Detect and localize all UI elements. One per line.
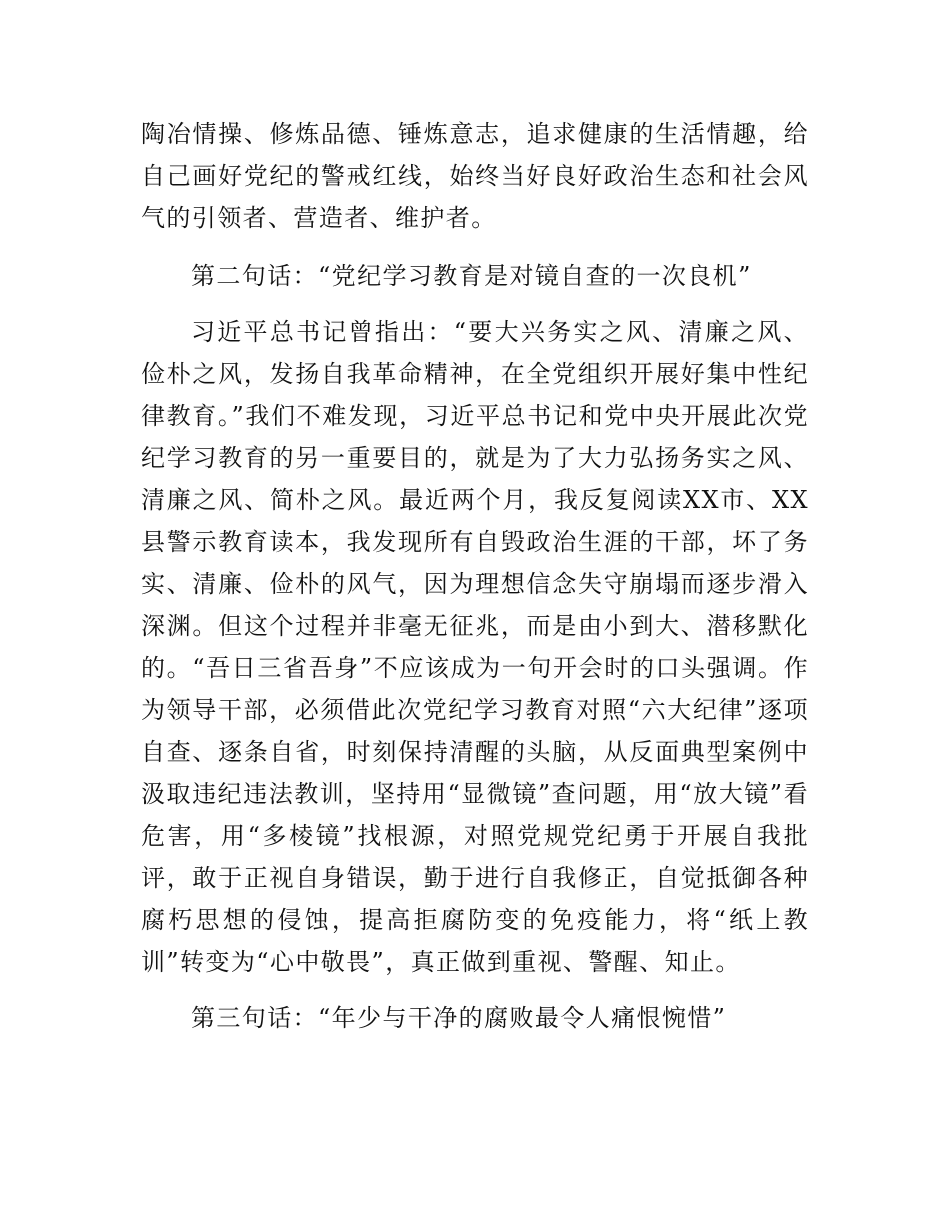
section-heading-second: 第二句话：“党纪学习教育是对镜自查的一次良机”	[191, 262, 752, 290]
section-heading-third: 第三句话：“年少与干净的腐败最令人痛恨惋惜”	[191, 1004, 727, 1032]
paragraph-continuation: 陶冶情操、修炼品德、锤炼意志，追求健康的生活情趣，给自己画好党纪的警戒红线，始终当好良好政治生态和社会风气的引领者、营造者、维护者。	[141, 120, 809, 232]
paragraph-body: 习近平总书记曾指出：“要大兴务实之风、清廉之风、俭朴之风，发扬自我革命精神，在全党组织开展好集中性纪律教育。”我们不难发现，习近平总书记和党中央开展此次党纪学习教育的另一重要目的，就是为了大力弘扬务实之风、清廉之风、简朴之风。最近两个月，我反复阅读XX市、XX县警示教育读本，我发现所有自毁政治生涯的干部，坏了务实、清廉、俭朴的风气，因为理想信念失守崩塌而逐步滑入深渊。但这个过程并非毫无征兆，而是由小到大、潜移默化的。“吾日三省吾身”不应该成为一句开会时的口头强调。作为领导干部，必须借此次党纪学习教育对照“六大纪律”逐项自查、逐条自省，时刻保持清醒的头脑，从反面典型案例中汲取违纪违法教训，坚持用“显微镜”查问题，用“放大镜”看危害，用“多棱镜”找根源，对照党规党纪勇于开展自我批评，敢于正视自身错误，勤于进行自我修正，自觉抵御各种腐朽思想的侵蚀，提高拒腐防变的免疫能力，将“纸上教训”转变为“心中敬畏”，真正做到重视、警醒、知止。	[141, 318, 809, 976]
